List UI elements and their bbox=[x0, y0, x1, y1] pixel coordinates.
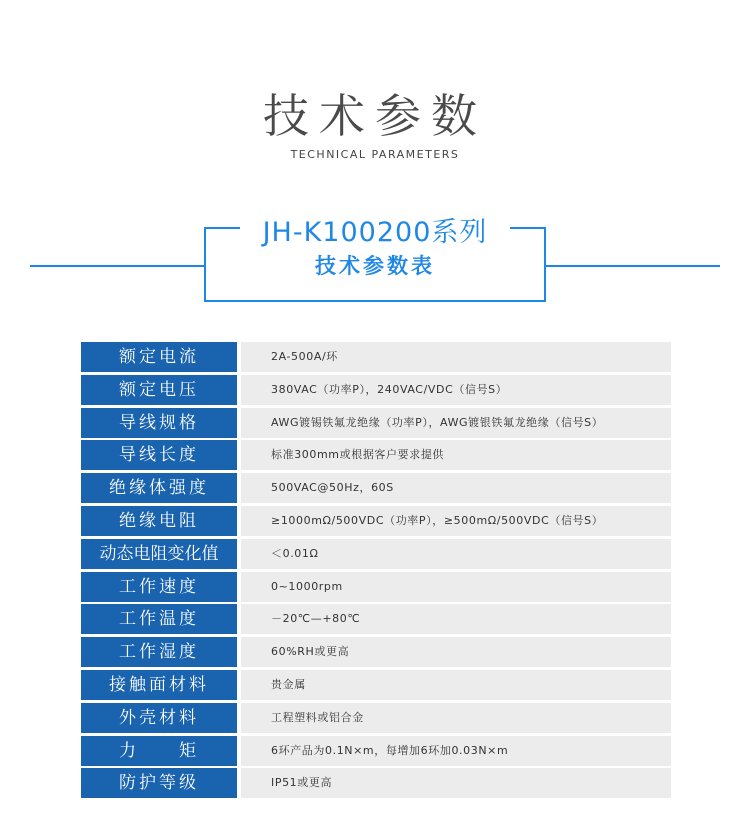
table-row bbox=[81, 539, 671, 569]
row-label: 绝缘电阻 bbox=[81, 506, 237, 536]
row-value: 500VAC@50Hz，60S bbox=[241, 473, 671, 503]
table-row bbox=[81, 408, 671, 438]
table-row bbox=[81, 375, 671, 405]
row-value: IP51或更高 bbox=[241, 768, 671, 798]
row-value: 贵金属 bbox=[241, 670, 671, 700]
row-label: 动态电阻变化值 bbox=[81, 539, 237, 569]
row-label: 工作速度 bbox=[81, 572, 237, 602]
page-subtitle: TECHNICAL PARAMETERS bbox=[290, 148, 460, 161]
row-value: 标准300mm或根据客户要求提供 bbox=[241, 440, 671, 470]
series-title: JH-K100200系列 bbox=[240, 210, 510, 249]
row-value: 工程塑料或铝合金 bbox=[241, 703, 671, 733]
table-row bbox=[81, 604, 671, 634]
table-row bbox=[81, 506, 671, 536]
row-value: 2A-500A/环 bbox=[241, 342, 671, 372]
box-top-left-line bbox=[204, 227, 240, 229]
row-label: 工作湿度 bbox=[81, 637, 237, 667]
row-label: 工作温度 bbox=[81, 604, 237, 634]
row-label: 防护等级 bbox=[81, 768, 237, 798]
table-row bbox=[81, 342, 671, 372]
row-value: AWG镀锡铁氟龙绝缘（功率P），AWG镀银铁氟龙绝缘（信号S） bbox=[241, 408, 671, 438]
row-label: 接触面材料 bbox=[81, 670, 237, 700]
row-value: 60%RH或更高 bbox=[241, 637, 671, 667]
row-label: 导线规格 bbox=[81, 408, 237, 438]
box-top-right-line bbox=[510, 227, 546, 229]
table-row bbox=[81, 768, 671, 798]
row-value: ≥1000mΩ/500VDC（功率P），≥500mΩ/500VDC（信号S） bbox=[241, 506, 671, 536]
row-value: 0~1000rpm bbox=[241, 572, 671, 602]
row-label: 外壳材料 bbox=[81, 703, 237, 733]
table-row bbox=[81, 572, 671, 602]
table-row bbox=[81, 670, 671, 700]
table-row bbox=[81, 473, 671, 503]
row-value: ＜0.01Ω bbox=[241, 539, 671, 569]
row-value: 380VAC（功率P），240VAC/VDC（信号S） bbox=[241, 375, 671, 405]
row-label: 力 矩 bbox=[81, 736, 237, 766]
row-label: 导线长度 bbox=[81, 440, 237, 470]
row-value: 6环产品为0.1N×m，每增加6环加0.03N×m bbox=[241, 736, 671, 766]
row-value: －20℃—+80℃ bbox=[241, 604, 671, 634]
box-bottom-line bbox=[204, 300, 546, 302]
row-label: 额定电流 bbox=[81, 342, 237, 372]
table-row bbox=[81, 440, 671, 470]
row-label: 额定电压 bbox=[81, 375, 237, 405]
parameters-table bbox=[81, 342, 671, 801]
right-rule-line bbox=[546, 265, 720, 267]
table-row bbox=[81, 637, 671, 667]
series-subtitle: 技术参数表 bbox=[315, 254, 435, 278]
page-title: 技术参数 bbox=[263, 89, 487, 143]
table-row bbox=[81, 736, 671, 766]
left-rule-line bbox=[30, 265, 204, 267]
table-row bbox=[81, 703, 671, 733]
row-label: 绝缘体强度 bbox=[81, 473, 237, 503]
